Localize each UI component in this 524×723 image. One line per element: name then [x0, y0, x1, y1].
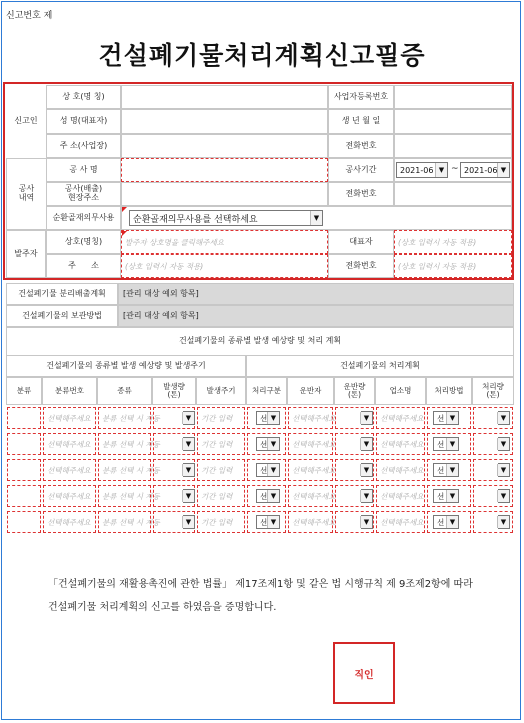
- chevron-down-icon: ▼: [360, 516, 372, 528]
- chevron-down-icon: ▼: [267, 464, 279, 476]
- carry-amount-select[interactable]: [361, 437, 373, 451]
- separation-plan-value: [관리 대상 예외 항목]: [118, 283, 514, 305]
- class-no-input[interactable]: 선택해주세요: [43, 485, 96, 507]
- page-title: 건설폐기물처리계획신고필증: [98, 41, 426, 70]
- kind-input[interactable]: 분류 선택 시 자동: [98, 511, 151, 533]
- process-method-select-value: 선: [437, 517, 445, 527]
- chevron-down-icon: ▼: [267, 438, 279, 450]
- chevron-down-icon: ▼: [360, 438, 372, 450]
- chevron-down-icon: ▼: [360, 490, 372, 502]
- col-header-process-method: 처리방법: [426, 377, 472, 405]
- col-header-amount: 발생량 (톤): [152, 377, 196, 405]
- class-input[interactable]: [7, 511, 41, 533]
- process-type-select-value: 선: [260, 439, 268, 449]
- cycle-input[interactable]: 기간 입력: [197, 433, 245, 455]
- process-type-select[interactable]: [256, 515, 280, 529]
- orderer-name-label: 상호(명칭): [46, 230, 121, 254]
- col-header-cycle: 발생주기: [196, 377, 246, 405]
- chevron-down-icon: ▼: [446, 464, 458, 476]
- applicant-address-field[interactable]: [121, 134, 328, 158]
- process-type-select-value: 선: [260, 517, 268, 527]
- carrier-input[interactable]: 선택해주세요: [288, 485, 333, 507]
- applicant-phone-field[interactable]: [394, 134, 512, 158]
- recycled-duty-value: 순환골재의무사용를 선택하세요: [133, 214, 258, 225]
- period-end-select[interactable]: [460, 162, 510, 178]
- chevron-down-icon: ▼: [497, 412, 509, 424]
- chevron-down-icon: ▼: [446, 490, 458, 502]
- chevron-down-icon: ▼: [182, 490, 194, 502]
- construction-period-label: 공사기간: [328, 158, 394, 182]
- period-separator: ~: [451, 164, 459, 174]
- construction-name-input[interactable]: [121, 158, 328, 182]
- chevron-down-icon: ▼: [446, 412, 458, 424]
- applicant-rep-field[interactable]: [121, 109, 328, 134]
- waste-table-title: 건설폐기물의 종류별 발생 예상량 및 처리 계획: [6, 327, 514, 355]
- applicant-phone-label: 전화번호: [328, 134, 394, 158]
- chevron-down-icon: ▼: [310, 211, 322, 225]
- kind-input[interactable]: 분류 선택 시 자동: [98, 407, 151, 429]
- chevron-down-icon: ▼: [182, 464, 194, 476]
- col-header-company: 업소명: [375, 377, 426, 405]
- company-input[interactable]: 선택해주세요: [376, 407, 425, 429]
- process-method-select[interactable]: [433, 411, 459, 425]
- business-number-label: 사업자등록번호: [328, 85, 394, 109]
- site-phone-field[interactable]: [394, 182, 512, 206]
- recycled-duty-label: 순환골재의무사용: [46, 206, 121, 230]
- chevron-down-icon: ▼: [446, 516, 458, 528]
- waste-left-group-header: 건설폐기물의 종류별 발생 예상량 및 발생주기: [6, 355, 246, 377]
- col-header-process-amount: 처리량 (톤): [472, 377, 514, 405]
- orderer-name-input[interactable]: 발주자 상호명을 클릭해주세요: [121, 230, 328, 254]
- process-method-select[interactable]: [433, 489, 459, 503]
- company-input[interactable]: 선택해주세요: [376, 459, 425, 481]
- process-amount-select[interactable]: [498, 489, 510, 503]
- amount-select[interactable]: [183, 463, 195, 477]
- site-address-label: 공사(배출) 현장주소: [46, 182, 121, 206]
- construction-section-label: 공사 내역: [6, 158, 46, 230]
- business-number-field[interactable]: [394, 85, 512, 109]
- seal-label: 직인: [354, 669, 374, 681]
- orderer-rep-input[interactable]: (상호 입력시 자동 적용): [394, 230, 512, 254]
- class-no-input[interactable]: 선택해주세요: [43, 511, 96, 533]
- process-amount-select[interactable]: [498, 411, 510, 425]
- carrier-input[interactable]: 선택해주세요: [288, 407, 333, 429]
- applicant-name-field[interactable]: [121, 85, 328, 109]
- applicant-section-label: 신고인: [14, 116, 38, 126]
- applicant-address-label: 주 소(사업장): [46, 134, 121, 158]
- construction-name-label: 공 사 명: [46, 158, 121, 182]
- process-type-select-value: 선: [260, 491, 268, 501]
- process-type-select[interactable]: [256, 463, 280, 477]
- col-header-carry-amount: 운반량 (톤): [334, 377, 375, 405]
- official-seal-box: [333, 642, 395, 704]
- amount-select[interactable]: [183, 411, 195, 425]
- company-input[interactable]: 선택해주세요: [376, 485, 425, 507]
- process-method-select-value: 선: [437, 413, 445, 423]
- kind-input[interactable]: 분류 선택 시 자동: [98, 459, 151, 481]
- birthdate-field[interactable]: [394, 109, 512, 134]
- chevron-down-icon: ▼: [360, 464, 372, 476]
- process-method-select-value: 선: [437, 465, 445, 475]
- class-input[interactable]: [7, 459, 41, 481]
- col-header-process-type: 처리구분: [246, 377, 287, 405]
- process-amount-select[interactable]: [498, 515, 510, 529]
- class-no-input[interactable]: 선택해주세요: [43, 407, 96, 429]
- chevron-down-icon: ▼: [446, 438, 458, 450]
- kind-input[interactable]: 분류 선택 시 자동: [98, 433, 151, 455]
- period-end-value: 2021-06: [464, 165, 498, 175]
- chevron-down-icon: ▼: [497, 490, 509, 502]
- orderer-rep-label: 대표자: [328, 230, 394, 254]
- class-input[interactable]: [7, 433, 41, 455]
- process-method-select[interactable]: [433, 463, 459, 477]
- orderer-address-input[interactable]: (상호 입력시 자동 적용): [121, 254, 328, 278]
- class-no-input[interactable]: 선택해주세요: [43, 433, 96, 455]
- chevron-down-icon: ▼: [360, 412, 372, 424]
- amount-select[interactable]: [183, 515, 195, 529]
- process-method-select[interactable]: [433, 515, 459, 529]
- col-header-class-no: 분류번호: [42, 377, 97, 405]
- carry-amount-select[interactable]: [361, 489, 373, 503]
- separation-plan-label: 건설폐기물 분리배출계획: [6, 283, 118, 305]
- process-type-select-value: 선: [260, 413, 268, 423]
- kind-input[interactable]: 분류 선택 시 자동: [98, 485, 151, 507]
- process-method-select[interactable]: [433, 437, 459, 451]
- col-header-class: 분류: [6, 377, 42, 405]
- orderer-section-label: 발주자: [6, 230, 46, 278]
- carrier-input[interactable]: 선택해주세요: [288, 511, 333, 533]
- period-start-value: 2021-06: [400, 165, 434, 175]
- amount-select[interactable]: [183, 437, 195, 451]
- chevron-down-icon: ▼: [267, 490, 279, 502]
- report-number-label: 신고번호 제: [6, 11, 53, 21]
- storage-method-value: [관리 대상 예외 항목]: [118, 305, 514, 327]
- chevron-down-icon: ▼: [497, 438, 509, 450]
- carry-amount-select[interactable]: [361, 411, 373, 425]
- chevron-down-icon: ▼: [435, 163, 447, 177]
- statement-line-1: 「건설폐기물의 재활용촉진에 관한 법률」 제17조제1항 및 같은 법 시행규칙 제 9조제2항에 따라: [48, 579, 473, 590]
- amount-select[interactable]: [183, 489, 195, 503]
- class-input[interactable]: [7, 485, 41, 507]
- col-header-carrier: 운반자: [287, 377, 334, 405]
- process-amount-select[interactable]: [498, 463, 510, 477]
- chevron-down-icon: ▼: [497, 163, 509, 177]
- chevron-down-icon: ▼: [497, 464, 509, 476]
- waste-right-group-header: 건설폐기물의 처리계획: [246, 355, 514, 377]
- chevron-down-icon: ▼: [267, 412, 279, 424]
- chevron-down-icon: ▼: [182, 516, 194, 528]
- cycle-input[interactable]: 기간 입력: [197, 485, 245, 507]
- process-type-select[interactable]: [256, 437, 280, 451]
- carry-amount-select[interactable]: [361, 515, 373, 529]
- carrier-input[interactable]: 선택해주세요: [288, 433, 333, 455]
- orderer-address-label: 주 소: [46, 254, 121, 278]
- cycle-input[interactable]: 기간 입력: [197, 511, 245, 533]
- applicant-name-label: 상 호(명 칭): [46, 85, 121, 109]
- cycle-input[interactable]: 기간 입력: [197, 459, 245, 481]
- company-input[interactable]: 선택해주세요: [376, 511, 425, 533]
- col-header-kind: 종류: [97, 377, 152, 405]
- applicant-rep-label: 성 명(대표자): [46, 109, 121, 134]
- chevron-down-icon: ▼: [267, 516, 279, 528]
- storage-method-label: 건설폐기물의 보관방법: [6, 305, 118, 327]
- process-method-select-value: 선: [437, 439, 445, 449]
- company-input[interactable]: 선택해주세요: [376, 433, 425, 455]
- process-type-select[interactable]: [256, 411, 280, 425]
- comment-marker-icon: [122, 231, 127, 236]
- process-type-select-value: 선: [260, 465, 268, 475]
- process-method-select-value: 선: [437, 491, 445, 501]
- statement-line-2: 건설폐기물 처리계획의 신고를 하였음을 증명합니다.: [48, 602, 277, 613]
- birthdate-label: 생 년 월 일: [328, 109, 394, 134]
- site-phone-label: 전화번호: [328, 182, 394, 206]
- orderer-phone-input[interactable]: (상호 입력시 자동 적용): [394, 254, 512, 278]
- class-no-input[interactable]: 선택해주세요: [43, 459, 96, 481]
- orderer-phone-label: 전화번호: [328, 254, 394, 278]
- chevron-down-icon: ▼: [182, 438, 194, 450]
- comment-marker-icon: [122, 207, 127, 212]
- carry-amount-select[interactable]: [361, 463, 373, 477]
- process-type-select[interactable]: [256, 489, 280, 503]
- period-start-select[interactable]: [396, 162, 448, 178]
- recycled-duty-select[interactable]: [129, 210, 323, 226]
- cycle-input[interactable]: 기간 입력: [197, 407, 245, 429]
- process-amount-select[interactable]: [498, 437, 510, 451]
- class-input[interactable]: [7, 407, 41, 429]
- site-address-field[interactable]: [121, 182, 328, 206]
- carrier-input[interactable]: 선택해주세요: [288, 459, 333, 481]
- chevron-down-icon: ▼: [182, 412, 194, 424]
- chevron-down-icon: ▼: [497, 516, 509, 528]
